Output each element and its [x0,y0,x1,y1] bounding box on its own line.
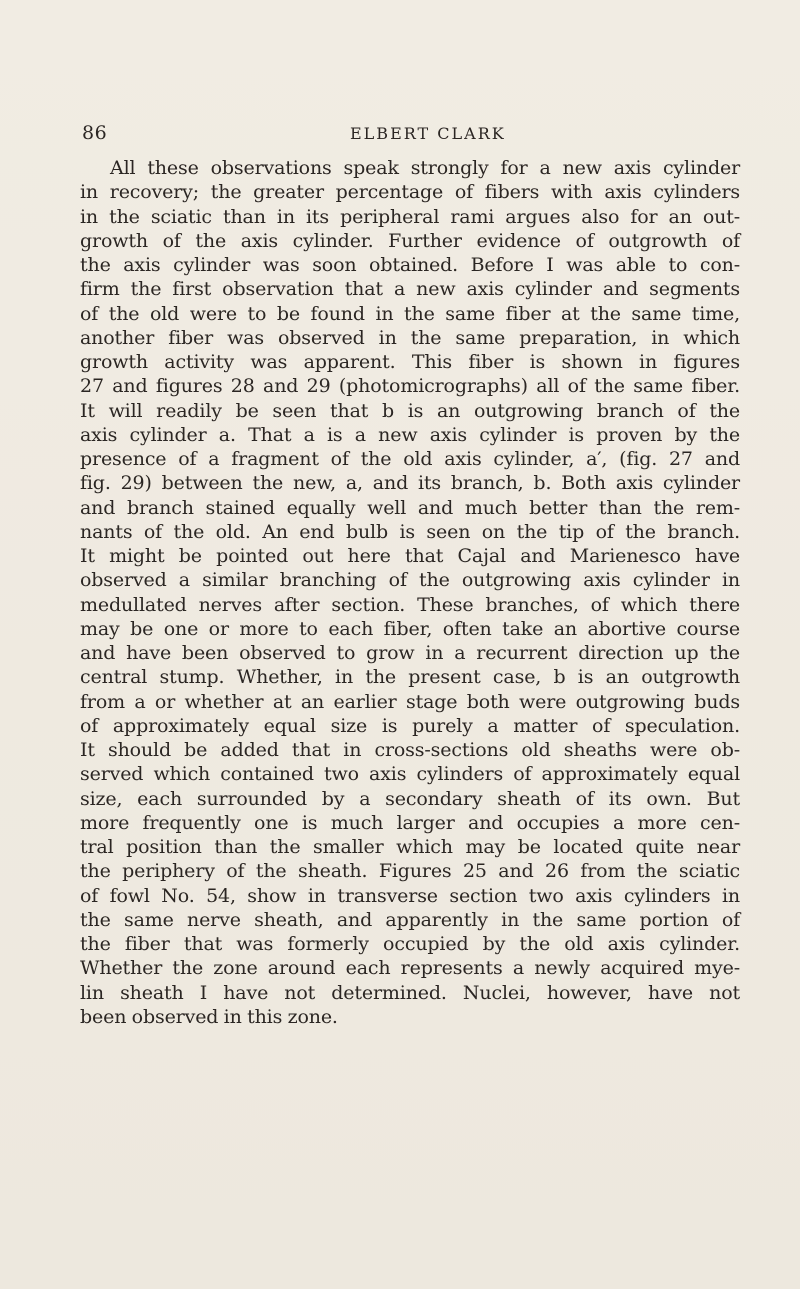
text-line: from a or whether at an earlier stage both were outgrowing buds [80,690,740,713]
text-line: It might be pointed out here that Cajal and Marienesco have [80,545,740,567]
text-line: the axis cylinder was soon obtained. Before I was able to con- [80,254,740,276]
text-line: growth activity was apparent. This fiber is shown in figures [80,351,740,373]
text-line: All these observations speak strongly for a new axis cylinder [110,157,740,179]
text-line: firm the first observation that a new axis cylinder and segments [80,278,740,301]
text-line: of the old were to be found in the same fiber at the same time, [80,302,740,325]
text-line: lin sheath I have not determined. Nuclei, however, have not [80,981,740,1004]
text-line: Whether the zone around each represents a newly acquired mye- [80,957,740,980]
text-line: fig. 29) between the new, a, and its branch, b. Both axis cylinder [80,472,740,495]
text-line: and have been observed to grow in a recurrent direction up the [80,642,740,664]
text-line: axis cylinder a. That a is a new axis cylinder is proven by the [80,423,740,446]
text-line: been observed in this zone. [80,1005,338,1028]
text-line: of fowl No. 54, show in transverse section two axis cylinders in [80,884,740,907]
text-line: size, each surrounded by a secondary sheath of its own. But [80,787,740,810]
text-line: the same nerve sheath, and apparently in the same portion of [80,908,740,931]
text-line: of approximately equal size is purely a matter of speculation. [80,714,740,737]
text-line: served which contained two axis cylinders of approximately equal [80,763,740,786]
text-line: It will readily be seen that b is an outgrowing branch of the [80,399,740,422]
text-line: 27 and figures 28 and 29 (photomicrographs) all of the same fiber. [80,375,740,398]
running-head: ELBERT CLARK [350,124,506,143]
text-line: more frequently one is much larger and occupies a more cen- [80,811,740,834]
text-line: presence of a fragment of the old axis cylinder, a′, (fig. 27 and [80,448,740,470]
page-number: 86 [82,122,108,144]
text-line: growth of the axis cylinder. Further evidence of outgrowth of [80,229,740,252]
text-line: observed a similar branching of the outgrowing axis cylinder in [80,569,740,592]
text-line: another fiber was observed in the same preparation, in which [80,326,740,349]
text-line: the periphery of the sheath. Figures 25 and 26 from the sciatic [80,860,740,883]
text-line: nants of the old. An end bulb is seen on the tip of the branch. [80,520,740,543]
text-line: may be one or more to each fiber, often take an abortive course [80,617,740,640]
text-line: medullated nerves after section. These branches, of which there [80,593,740,616]
text-line: It should be added that in cross-sections old sheaths were ob- [80,739,740,761]
page-header [82,122,740,146]
text-line: and branch stained equally well and much better than the rem- [80,496,740,519]
body-paragraph [80,156,740,1029]
text-line: tral position than the smaller which may be located quite near [80,836,740,858]
text-line: in the sciatic than in its peripheral rami argues also for an out- [80,205,740,228]
text-line: the fiber that was formerly occupied by the old axis cylinder. [80,933,740,955]
text-line: central stump. Whether, in the present case, b is an outgrowth [80,666,740,689]
text-line: in recovery; the greater percentage of fibers with axis cylinders [80,181,740,204]
